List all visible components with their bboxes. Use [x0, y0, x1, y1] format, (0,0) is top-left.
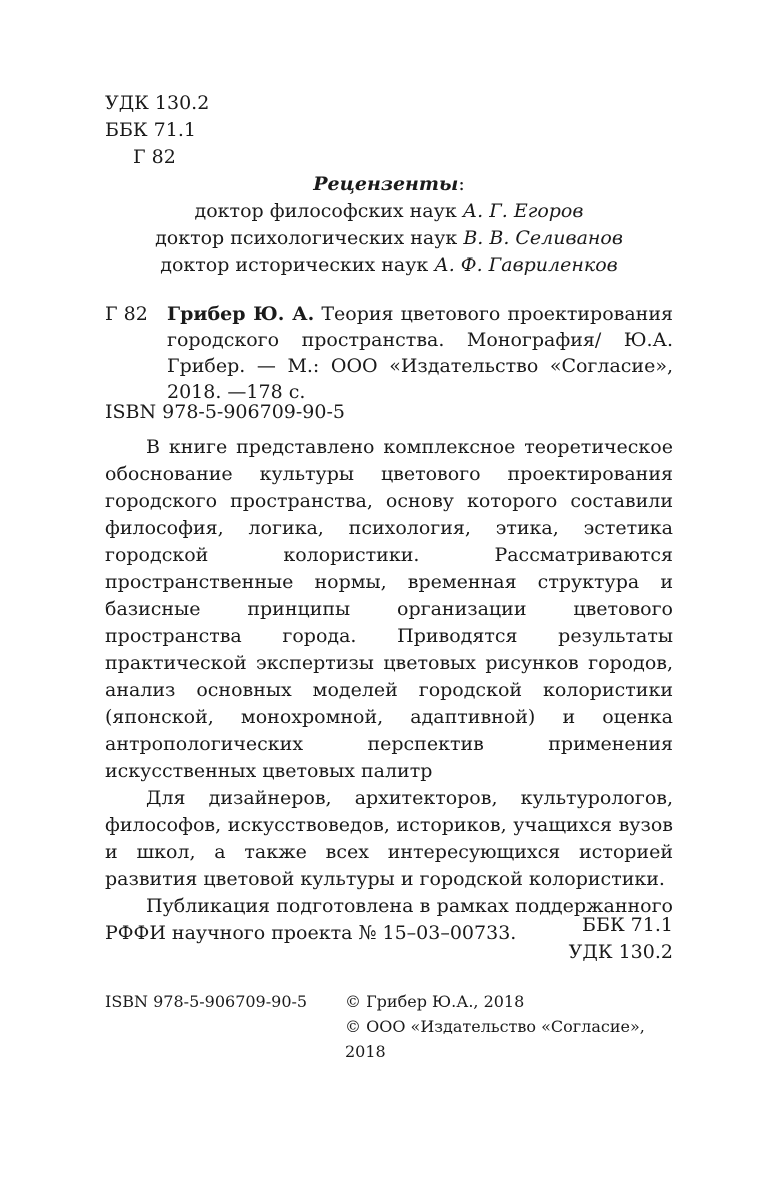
reviewer-name: В. В. Селиванов: [463, 227, 623, 249]
classification-codes: [105, 90, 209, 171]
biblio-author: Грибер Ю. А.: [167, 303, 315, 325]
author-mark: Г 82: [133, 146, 176, 168]
copyright-publisher: © ООО «Издательство «Согласие», 2018: [345, 1017, 645, 1061]
biblio-author-mark: Г 82: [105, 303, 148, 325]
reviewers-heading: Рецензенты: [313, 173, 459, 195]
copyright-block: [345, 989, 673, 1064]
reviewer-name: А. Ф. Гавриленков: [434, 254, 618, 276]
footer-isbn: ISBN 978-5-906709-90-5: [105, 992, 308, 1011]
copyright-author: © Грибер Ю.А., 2018: [345, 992, 525, 1011]
udk-code: УДК 130.2: [105, 92, 210, 114]
bibliographic-record: [105, 301, 673, 405]
reviewers-heading-line: Рецензенты:: [313, 173, 465, 195]
annotation-paragraph: Публикация подготовлена в рамках поддержанного РФФИ научного проекта № 15–03–00733.: [105, 895, 673, 944]
isbn: ISBN 978-5-906709-90-5: [105, 401, 345, 423]
reviewer-name: А. Г. Егоров: [462, 200, 584, 222]
annotation-paragraph: В книге представлено комплексное теоретическое обоснование культуры цветового проектирования городского пространства, основу которого составили философия, логика, психология, этика, эстетика городской колористики. Рассматриваются пространственные нормы, временная структура и базисные принципы организации цветового пространства города. Приводятся результаты практической экспертизы цветовых рисунков городов, анализ основных моделей городской колористики (японской, монохромной, адаптивной) и оценка антропологических перспектив применения искусственных цветовых палитр: [105, 436, 673, 782]
reviewer-item: доктор психологических наук В. В. Селиванов: [155, 227, 623, 249]
biblio-description: Грибер Ю. А. Теория цветового проектирования городского пространства. Монография/ Ю.А. Грибер. — М.: ООО «Издательство «Согласие», 2018. —178 с.: [167, 303, 673, 403]
reviewer-item: доктор философских наук А. Г. Егоров: [194, 200, 584, 222]
bbk-code-right: ББК 71.1: [582, 914, 673, 936]
classification-codes-right: [473, 912, 673, 966]
annotation-paragraph: Для дизайнеров, архитекторов, культурологов, философов, искусствоведов, историков, учащихся вузов и школ, а также всех интересующихся историей развития цветовой культуры и городской колористики.: [105, 787, 673, 890]
annotation: [105, 434, 673, 947]
udk-code-right: УДК 130.2: [568, 941, 673, 963]
reviewer-item: доктор исторических наук А. Ф. Гавриленков: [160, 254, 618, 276]
bbk-code: ББК 71.1: [105, 119, 196, 141]
reviewers-block: [105, 171, 673, 279]
